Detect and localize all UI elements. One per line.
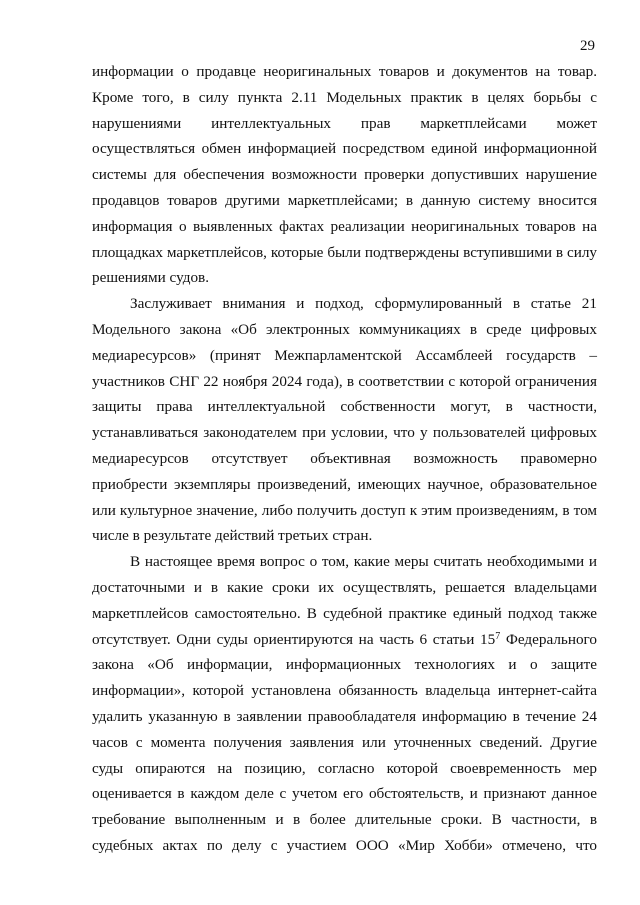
text-line: информация о выявленных фактах реализации неоригинальных товаров на [92,217,597,235]
text-line-segment: Федерального [500,630,597,648]
page-number: 29 [580,38,595,54]
text-line: площадках маркетплейсов, которые были подтверждены вступившими в силу [92,243,597,261]
text-line: Кроме того, в силу пункта 2.11 Модельных практик в целях борьбы с [92,88,597,106]
text-line: продавцов товаров другими маркетплейсами; в данную систему вносится [92,191,597,209]
text-line: Заслуживает внимания и подход, сформулированный в статье 21 [130,295,597,313]
text-line: Модельного закона «Об электронных коммуникациях в среде цифровых [92,320,597,338]
text-line: удалить указанную в заявлении правообладателя информацию в течение 24 [92,707,597,725]
text-line: приобрести экземпляры произведений, имеющих научное, образовательное [92,475,597,493]
text-line: часов с момента получения заявления или уточненных сведений. Другие [92,733,597,751]
text-line: суды опираются на позицию, согласно которой своевременность мер [92,759,597,777]
text-line: защиты права интеллектуальной собственности могут, в частности, [92,398,597,416]
paragraph-3 [92,549,597,859]
text-line: информации о продавце неоригинальных товаров и документов на товар. [92,63,597,80]
superscript-mark: 7 [495,630,501,642]
text-line: маркетплейсов самостоятельно. В судебной практике единый подход также [92,604,597,622]
paragraph-2 [92,291,597,549]
text-line: достаточными и в какие сроки их осуществлять, решается владельцами [92,578,597,596]
text-line: устанавливаться законодателем при условии, что у пользователей цифровых [92,424,597,442]
text-line: закона «Об информации, информационных технологиях и о защите [92,656,597,674]
text-line: требование выполненным и в более длительные сроки. В частности, в [92,811,597,829]
text-line-with-footnote [92,627,597,653]
text-line: судебных актах по делу с участием ООО «Мир Хобби» отмечено, что [92,836,597,854]
text-line: решениями судов. [92,269,210,287]
text-line: медиаресурсов отсутствует объективная возможность правомерно [92,449,597,467]
paragraph-1 [92,59,597,291]
text-line: оценивается в каждом деле с учетом его обстоятельств, и признают данное [92,785,597,803]
text-line: участников СНГ 22 ноября 2024 года), в соответствии с которой ограничения [92,372,597,390]
text-line: информации», которой установлена обязанность владельца интернет-сайта [92,682,597,700]
document-body [92,59,597,859]
text-line: нарушениями интеллектуальных прав маркетплейсами может [92,114,597,132]
text-line: осуществляться обмен информацией посредством единой информационной [92,140,597,158]
text-line: или культурное значение, либо получить доступ к этим произведениям, в том [92,501,597,519]
text-line: числе в результате действий третьих стран. [92,527,373,545]
text-line: В настоящее время вопрос о том, какие меры считать необходимыми и [130,553,597,571]
text-line: медиаресурсов» (принят Межпарламентской Ассамблеей государств – [92,346,597,364]
text-line-segment: отсутствует. Одни суды ориентируются на часть 6 статьи 15 [92,630,496,648]
text-line: системы для обеспечения возможности проверки допустивших нарушение [92,166,597,184]
